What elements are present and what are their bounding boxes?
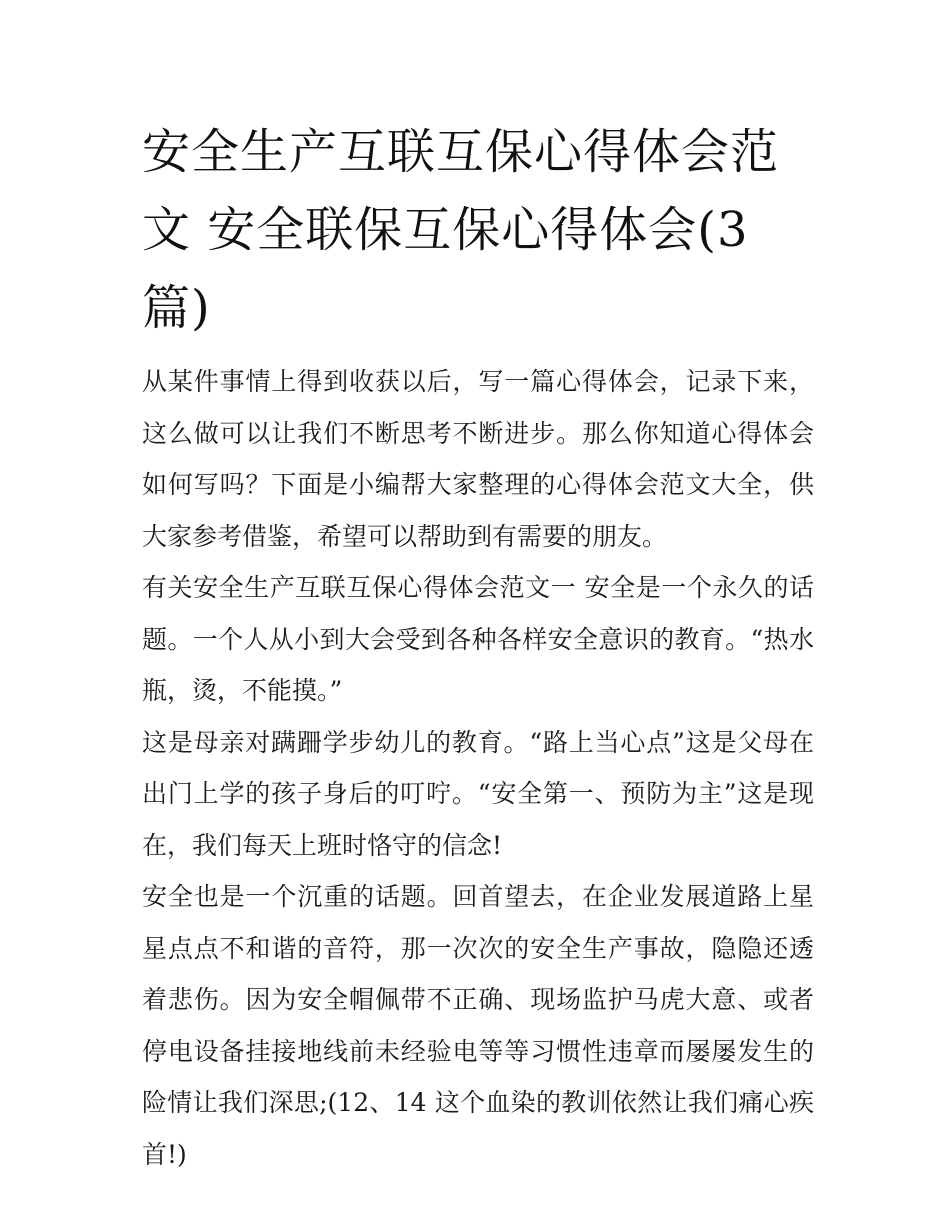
paragraph-intro: 从某件事情上得到收获以后，写一篇心得体会，记录下来，这么做可以让我们不断思考不断进步。那么你知道心得体会如何写吗？下面是小编帮大家整理的心得体会范文大全，供大家参考借鉴，希望可以帮助到有需要的朋友。 <box>142 367 814 551</box>
paragraph-parents: 这是母亲对蹒跚学步幼儿的教育。“路上当心点”这是父母在出门上学的孩子身后的叮咛。“安全第一、预防为主”这是现在，我们每天上班时恪守的信念! <box>142 727 814 860</box>
document-title: 安全生产互联互保心得体会范文 安全联保互保心得体会(3篇) <box>142 124 780 336</box>
document-body <box>142 356 814 1180</box>
paragraph-heavy-topic: 安全也是一个沉重的话题。回首望去，在企业发展道路上星星点点不和谐的音符，那一次次的安全生产事故，隐隐还透着悲伤。因为安全帽佩带不正确、现场监护马虎大意、或者停电设备挂接地线前未经验电等等习惯性违章而屡屡发生的险情让我们深思;(12、14 这个血染的教训依然让我们痛心疾首!) <box>142 882 814 1169</box>
paragraph-topic: 有关安全生产互联互保心得体会范文一 安全是一个永久的话题。一个人从小到大会受到各种各样安全意识的教育。“热水瓶，烫，不能摸。” <box>142 573 814 705</box>
